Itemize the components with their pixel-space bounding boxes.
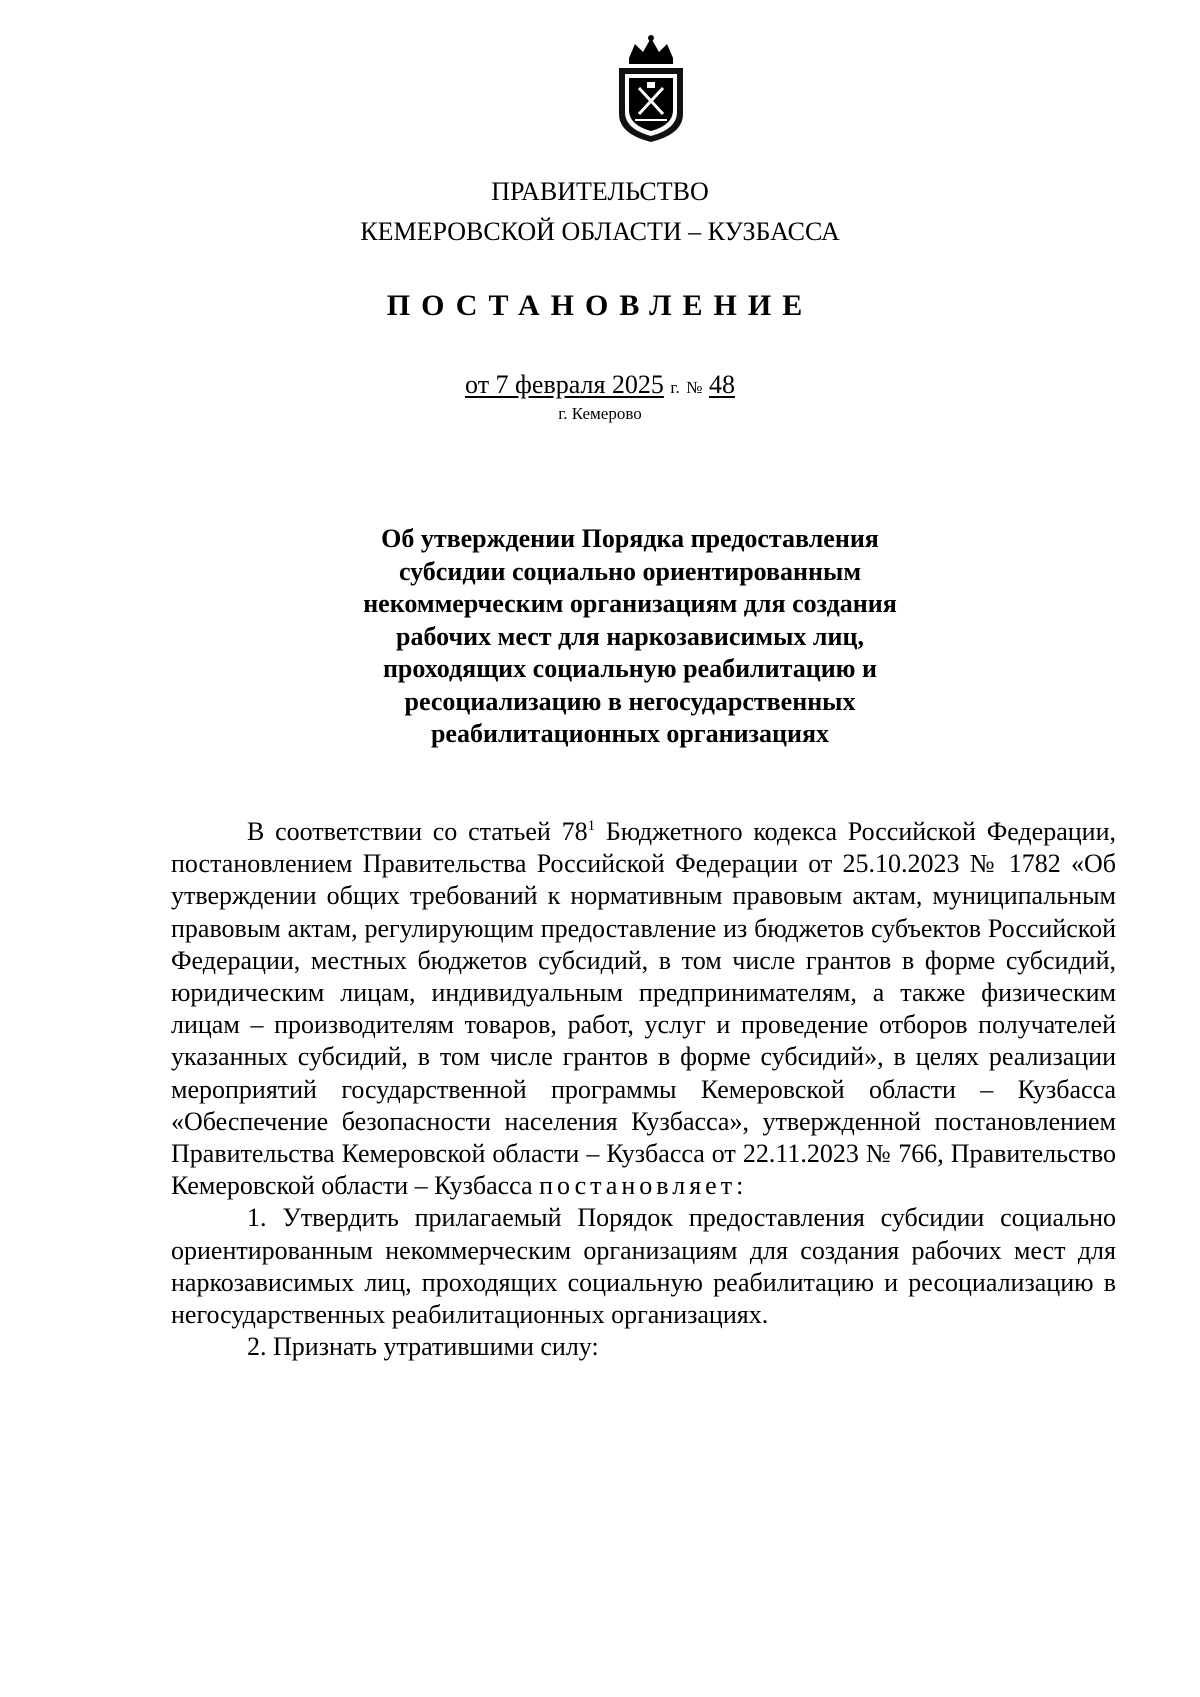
title-line: реабилитационных организациях (430, 719, 830, 748)
preamble-text: Бюджетного кодекса Российской Федерации, постановлением Правительства Российской Федерации от 25.10.2023 № 1782 «Об утверждении общих требований к нормативным правовым актам, муниципальным правовым актам, регулирующим предоставление из бюджетов субъектов Российской Федерации, местных бюджетов субсидий, в том числе грантов в форме субсидий, юридическим лицам, индивидуальным предпринимателям, а также физическим лицам – производителям товаров, работ, услуг и проведение отборов получателей указанных субсидий, в том числе грантов в форме субсидий», в целях реализации мероприятий государственной программы Кемеровской области – Кузбасса «Обеспечение безопасности населения Кузбасса», утвержденной постановлением Правительства Кемеровской области – Кузбасса от 22.11.2023 № 766, Правительство Кемеровской области – Кузбасса (171, 817, 1116, 1201)
org-line-2: КЕМЕРОВСКОЙ ОБЛАСТИ – КУЗБАССА (360, 217, 840, 246)
title-line: рабочих мест для наркозависимых лиц, (396, 621, 864, 651)
org-line-1: ПРАВИТЕЛЬСТВО (491, 177, 709, 206)
item-1-paragraph: 1. Утвердить прилагаемый Порядок предоставления субсидии социально ориентированным некоммерческим организациям для создания рабочих мест для наркозависимых лиц, проходящих социальную реабилитацию и ресоциализацию в негосударственных реабилитационных организациях. (171, 1203, 1116, 1330)
date-number-line (0, 370, 1200, 403)
document-title (330, 523, 930, 751)
document-number: 48 (708, 370, 735, 399)
title-line: ресоциализацию в негосударственных (404, 686, 856, 716)
number-label: № (686, 378, 703, 397)
year-suffix: г. (670, 378, 680, 397)
document-type: ПОСТАНОВЛЕНИЕ (386, 289, 814, 322)
preamble-start: В соответствии со статьей 78 (247, 817, 588, 846)
document-body (171, 816, 1116, 1363)
title-line: субсидии социально ориентированным (398, 556, 862, 586)
document-date: от 7 февраля 2025 (465, 370, 664, 399)
organization-name (0, 172, 1200, 252)
kuzbass-coat-of-arms-icon (615, 34, 687, 144)
title-line: некоммерческим организациям для создания (363, 589, 897, 618)
document-city: г. Кемерово (558, 404, 642, 423)
title-line: Об утверждении Порядка предоставления (381, 524, 879, 553)
article-superscript: 1 (587, 818, 596, 834)
item-2-paragraph: 2. Признать утратившими силу: (247, 1332, 599, 1362)
title-line: проходящих социальную реабилитацию и (382, 654, 878, 683)
preamble-paragraph (171, 816, 1116, 1202)
decree-word: постановляет: (539, 1171, 748, 1201)
